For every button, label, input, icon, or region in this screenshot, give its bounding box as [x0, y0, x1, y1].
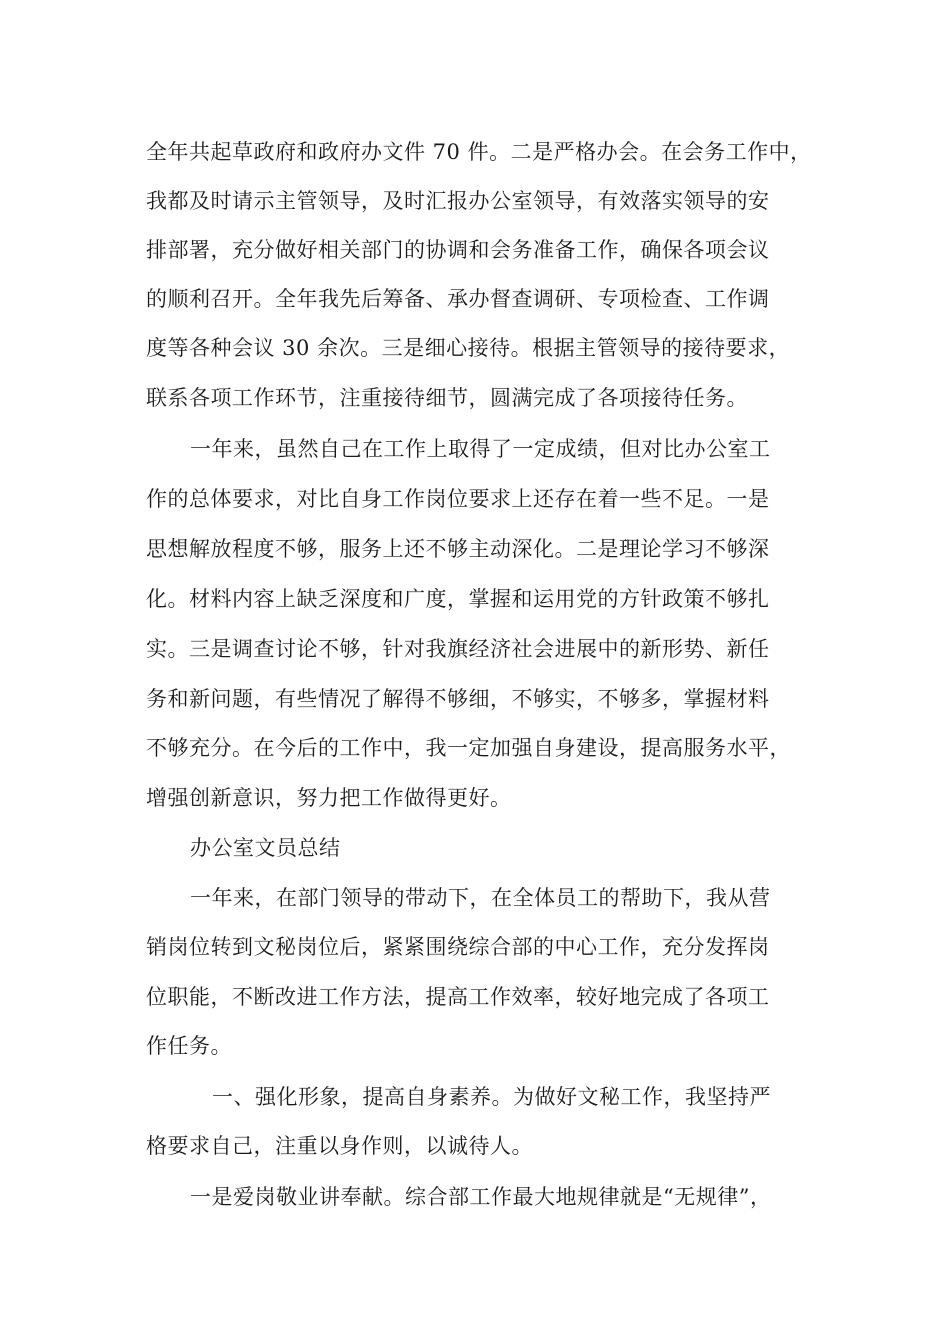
section-heading: 办公室文员总结 — [190, 836, 341, 860]
text-line: 全年共起草政府和政府办文件 70 件。二是严格办会。在会务工作中， — [146, 140, 812, 164]
text-line: 排部署，充分做好相关部门的协调和会务准备工作，确保各项会议 — [146, 238, 770, 262]
text-line: 不够充分。在今后的工作中，我一定加强自身建设，提高服务水平， — [146, 736, 791, 760]
text-line: 位职能，不断改进工作方法，提高工作效率，较好地完成了各项工 — [146, 985, 770, 1009]
text-line: 的顺利召开。全年我先后筹备、承办督查调研、专项检查、工作调 — [146, 287, 770, 311]
text-line: 度等各种会议 30 余次。三是细心接待。根据主管领导的接待要求， — [146, 336, 791, 360]
paragraph-first-line: 一年来，在部门领导的带动下，在全体员工的帮助下，我从营 — [190, 886, 771, 910]
text-line: 思想解放程度不够，服务上还不够主动深化。二是理论学习不够深 — [146, 537, 770, 561]
text-line: 联系各项工作环节，注重接待细节，圆满完成了各项接待任务。 — [146, 386, 748, 410]
text-line: 作的总体要求，对比自身工作岗位要求上还存在着一些不足。一是 — [146, 487, 770, 511]
text-line: 务和新问题，有些情况了解得不够细，不够实，不够多，掌握材料 — [146, 687, 770, 711]
text-line: 格要求自己，注重以身作则，以诚待人。 — [146, 1134, 533, 1158]
text-line: 增强创新意识，努力把工作做得更好。 — [146, 786, 512, 810]
text-line: 化。材料内容上缺乏深度和广度，掌握和运用党的方针政策不够扎 — [146, 587, 770, 611]
paragraph-first-line: 一、强化形象，提高自身素养。为做好文秘工作，我坚持严 — [212, 1085, 771, 1109]
paragraph-first-line: 一年来，虽然自己在工作上取得了一定成绩，但对比办公室工 — [190, 437, 771, 461]
paragraph-first-line: 一是爱岗敬业讲奉献。综合部工作最大地规律就是“无规律”， — [190, 1185, 772, 1209]
text-line: 销岗位转到文秘岗位后，紧紧围绕综合部的中心工作，充分发挥岗 — [146, 935, 770, 959]
text-line: 实。三是调查讨论不够，针对我旗经济社会进展中的新形势、新任 — [146, 637, 770, 661]
text-line: 作任务。 — [146, 1034, 232, 1058]
text-line: 我都及时请示主管领导，及时汇报办公室领导，有效落实领导的安 — [146, 189, 770, 213]
